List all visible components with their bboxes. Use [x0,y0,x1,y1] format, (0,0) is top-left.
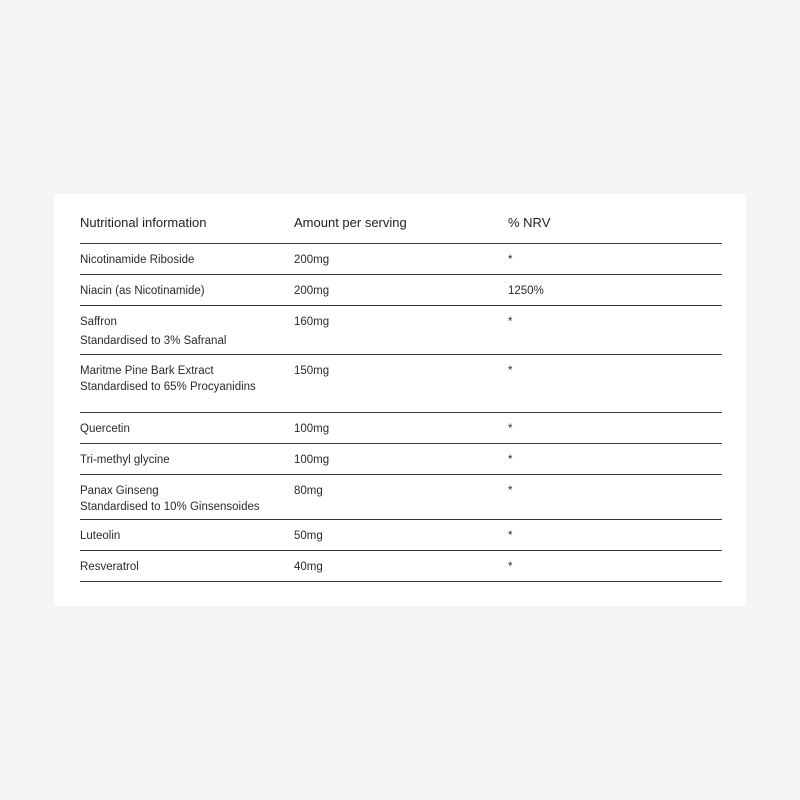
amount-cell: 80mg [294,485,323,497]
ingredient-cell [80,560,294,581]
ingredient-name: Panax Ginseng [80,485,159,497]
table-row [80,355,722,413]
ingredient-cell [80,315,294,354]
table-header-row [80,194,722,244]
ingredient-name: Maritme Pine Bark Extract [80,365,214,377]
ingredient-standardisation: Standardised to 3% Safranal [80,335,227,348]
ingredient-name: Saffron [80,316,117,328]
nutrition-table [80,194,722,582]
table-row [80,444,722,475]
nrv-cell: * [508,530,513,542]
amount-cell: 160mg [294,316,330,328]
amount-cell: 200mg [294,285,330,297]
table-row [80,413,722,444]
amount-cell: 150mg [294,365,330,377]
ingredient-name: Nicotinamide Riboside [80,254,195,266]
ingredient-cell [80,529,294,550]
ingredient-standardisation: Standardised to 65% Procyanidins [80,381,256,394]
amount-cell: 40mg [294,561,323,573]
nrv-cell: * [508,561,513,573]
ingredient-cell [80,422,294,443]
amount-cell: 200mg [294,254,330,266]
ingredient-cell [80,484,294,519]
amount-cell: 100mg [294,423,330,435]
table-row [80,275,722,306]
header-amount: Amount per serving [294,215,407,230]
amount-cell: 100mg [294,454,330,466]
nrv-cell: * [508,365,513,377]
nutrition-card [54,194,746,606]
nrv-cell: * [508,316,513,328]
nrv-cell: * [508,485,513,497]
ingredient-cell [80,253,294,274]
nrv-cell: * [508,454,513,466]
amount-cell: 50mg [294,530,323,542]
ingredient-name: Tri-methyl glycine [80,454,170,466]
header-ingredient: Nutritional information [80,215,207,230]
ingredient-standardisation: Standardised to 10% Ginsensoides [80,501,260,514]
ingredient-name: Resveratrol [80,561,139,573]
ingredient-cell [80,364,294,412]
table-row [80,306,722,355]
table-row [80,244,722,275]
ingredient-cell [80,284,294,305]
table-row [80,551,722,582]
table-row [80,475,722,520]
nrv-cell: * [508,254,513,266]
ingredient-cell [80,453,294,474]
table-row [80,520,722,551]
ingredient-name: Niacin (as Nicotinamide) [80,285,205,297]
header-nrv: % NRV [508,215,551,230]
ingredient-name: Quercetin [80,423,130,435]
nrv-cell: * [508,423,513,435]
ingredient-name: Luteolin [80,530,121,542]
nrv-cell: 1250% [508,285,544,297]
